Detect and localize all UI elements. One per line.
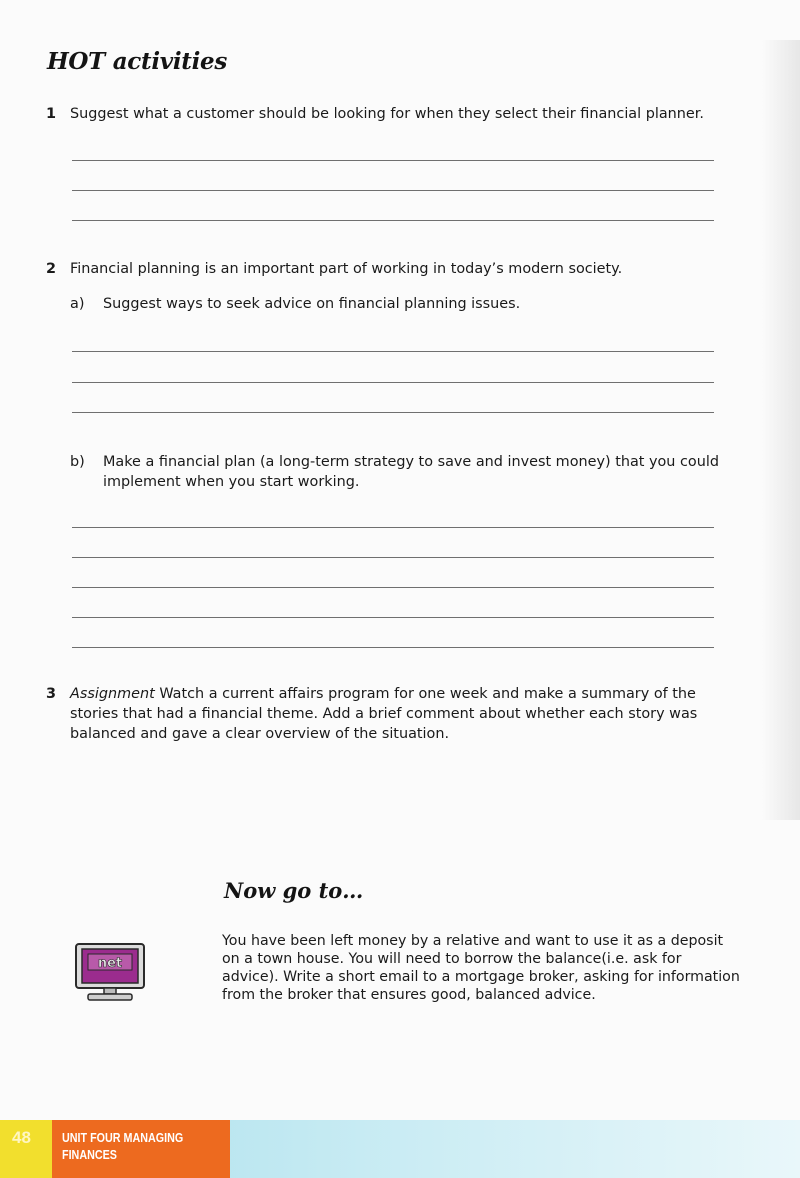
part-label: a) (70, 296, 85, 312)
answer-line[interactable] (72, 190, 714, 191)
page-edge-shadow (762, 40, 800, 820)
now-go-to-text: You have been left money by a relative and want to use it as a deposit on a town house. You will need to borrow the balance(i.e. ask for advice). Write a short email to a mortgage broker, asking for information from the broker that ensures good, balanced advice. (222, 933, 740, 1003)
net-monitor-icon (74, 942, 146, 1002)
answer-line[interactable] (72, 160, 714, 161)
page-number: 48 (12, 1128, 31, 1147)
part-text: Suggest ways to seek advice on financial planning issues. (103, 296, 521, 312)
now-go-to-title: Now go to… (224, 878, 364, 903)
question-text: Financial planning is an important part of working in today’s modern society. (70, 261, 623, 277)
answer-line[interactable] (72, 382, 714, 383)
question-number: 2 (46, 261, 57, 277)
assignment-text: Watch a current affairs program for one week and make a summary of the stories that had a financial theme. Add a brief comment about whether each story was balanced and gave a clear overview of the situation. (70, 686, 698, 742)
answer-line[interactable] (72, 617, 714, 618)
assignment-label: Assignment (70, 686, 155, 702)
question-text (70, 684, 730, 744)
unit-title: UNIT FOUR MANAGING FINANCES (62, 1131, 184, 1162)
answer-line[interactable] (72, 647, 714, 648)
answer-line[interactable] (72, 557, 714, 558)
section-heading: HOT activities (47, 48, 228, 75)
answer-line[interactable] (72, 351, 714, 352)
answer-line[interactable] (72, 527, 714, 528)
answer-line[interactable] (72, 412, 714, 413)
question-text: Suggest what a customer should be looking for when they select their financial planner. (70, 106, 704, 122)
part-text: Make a financial plan (a long-term strategy to save and invest money) that you could implement when you start working. (103, 454, 719, 490)
part-label: b) (70, 454, 85, 470)
answer-line[interactable] (72, 587, 714, 588)
question-number: 3 (46, 686, 57, 702)
question-number: 1 (46, 106, 57, 122)
answer-line[interactable] (72, 220, 714, 221)
net-label: net (97, 956, 123, 971)
